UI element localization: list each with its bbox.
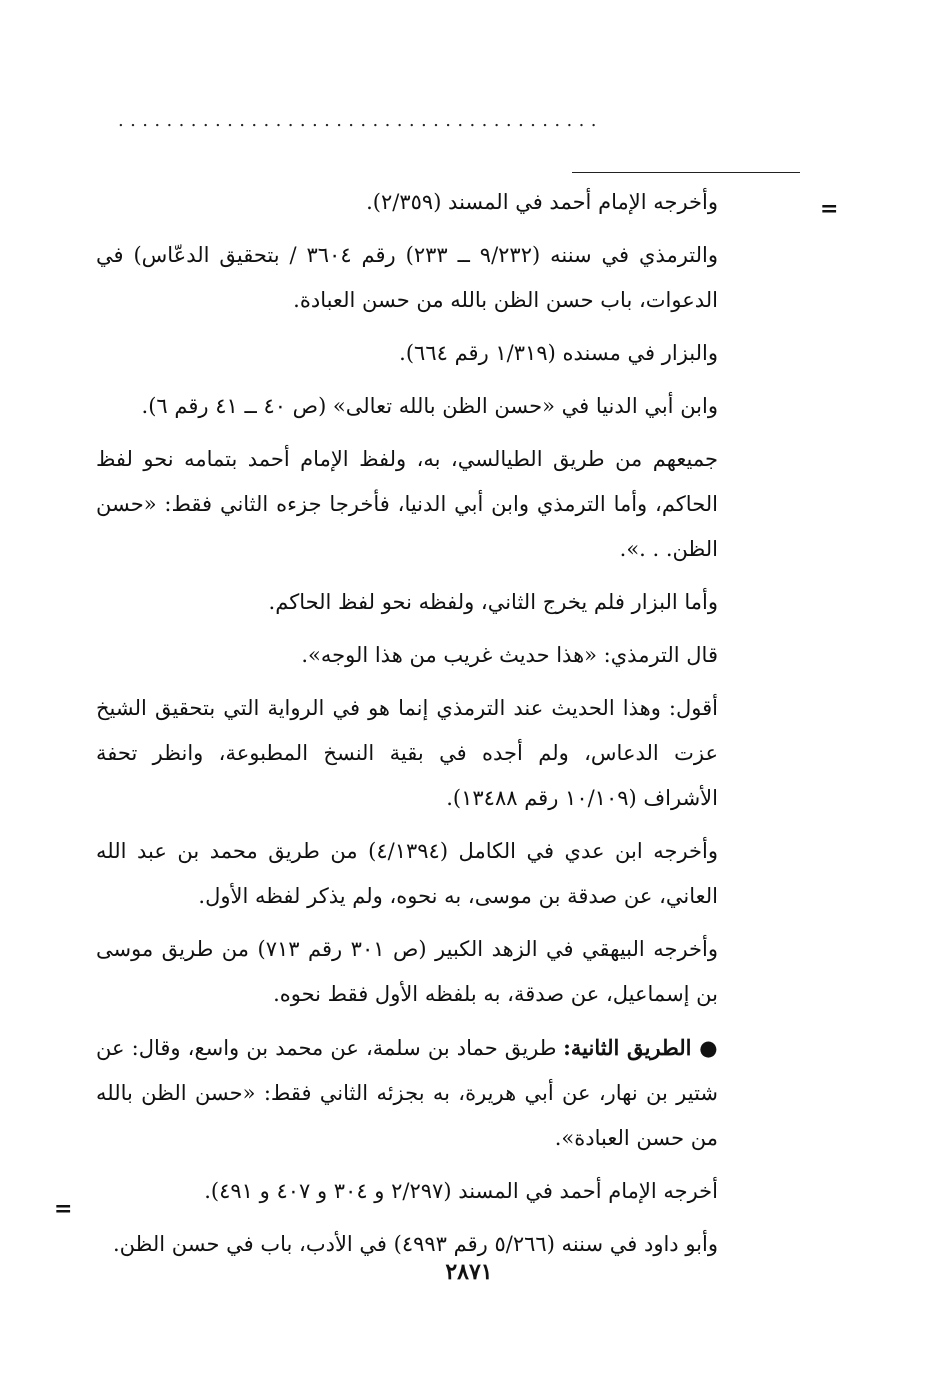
page-number: ٢٨٧١ <box>445 1259 493 1285</box>
paragraph-8: أقول: وهذا الحديث عند الترمذي إنما هو في الرواية التي بتحقيق الشيخ عزت الدعاس، ولم أجده في بقية النسخ المطبوعة، وانظر تحفة الأشراف (١٠/١٠٩ رقم ١٣٤٨٨). <box>96 696 718 810</box>
paragraph-5: جميعهم من طريق الطيالسي، به، ولفظ الإمام أحمد بتمامه نحو لفظ الحاكم، وأما الترمذي وابن أبي الدنيا، فأخرجا جزءه الثاني فقط: «حسن الظن. . .». <box>96 447 718 561</box>
section-heading-second-route: ● الطريق الثانية: <box>563 1035 718 1060</box>
paragraph-6: وأما البزار فلم يخرج الثاني، ولفظه نحو لفظ الحاكم. <box>268 590 718 614</box>
paragraph-10: وأخرجه البيهقي في الزهد الكبير (ص ٣٠١ رقم ٧١٣) من طريق موسى بن إسماعيل، عن صدقة، به بلفظه الأول فقط نحوه. <box>96 937 718 1006</box>
footnote-text <box>96 180 718 1275</box>
paragraph-11: ● الطريق الثانية: طريق حماد بن سلمة، عن محمد بن واسع، وقال: عن شتير بن نهار، عن أبي هريرة، به بجزئه الثاني فقط: «حسن الظن بالله من حسن العبادة». <box>96 1035 718 1150</box>
paragraph-4: وابن أبي الدنيا في «حسن الظن بالله تعالى» (ص ٤٠ ــ ٤١ رقم ٦). <box>141 394 718 418</box>
paragraph-1: وأخرجه الإمام أحمد في المسند (٢/٣٥٩). <box>366 190 718 214</box>
top-separator-dots: ........................................ <box>118 110 603 131</box>
footnote-rule <box>572 172 800 173</box>
paragraph-9: وأخرجه ابن عدي في الكامل (٤/١٣٩٤) من طريق محمد بن عبد الله العاني، عن صدقة بن موسى، به نحوه، ولم يذكر لفظه الأول. <box>96 839 718 908</box>
paragraph-3: والبزار في مسنده (١/٣١٩ رقم ٦٦٤). <box>399 341 718 365</box>
paragraph-7: قال الترمذي: «هذا حديث غريب من هذا الوجه». <box>301 643 718 667</box>
paragraph-13: وأبو داود في سننه (٥/٢٦٦ رقم ٤٩٩٣) في الأدب، باب في حسن الظن. <box>112 1232 718 1256</box>
paragraph-2: والترمذي في سننه (٩/٢٣٢ ــ ٢٣٣) رقم ٣٦٠٤ / بتحقيق الدعّاس) في الدعوات، باب حسن الظن بالله من حسن العبادة. <box>96 243 719 312</box>
paragraph-12: أخرجه الإمام أحمد في المسند (٢/٢٩٧ و ٣٠٤ و ٤٠٧ و ٤٩١). <box>204 1179 718 1203</box>
continuation-mark-bottom: = <box>54 1196 73 1222</box>
continuation-mark-top: = <box>820 196 839 222</box>
